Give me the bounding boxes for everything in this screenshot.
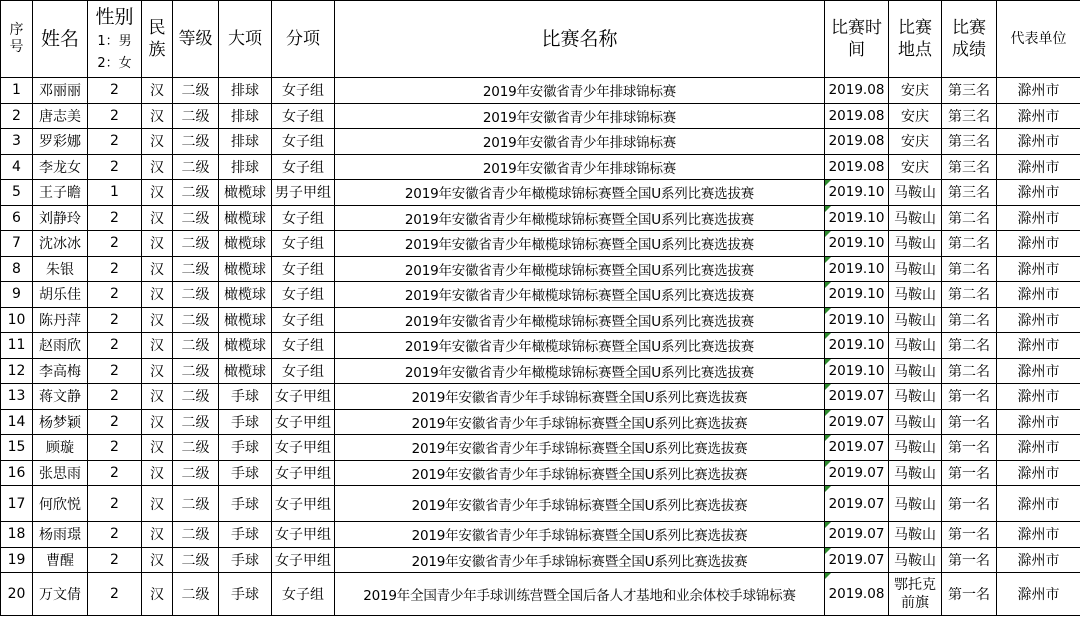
gender-cell: 2: [88, 78, 142, 104]
major-cell: 排球: [219, 103, 272, 129]
place-cell: 安庆: [889, 129, 942, 155]
name-cell: 胡乐佳: [33, 282, 88, 308]
seq-cell: 1: [1, 78, 33, 104]
level-cell: 二级: [173, 358, 219, 384]
place-cell: 鄂托克前旗: [889, 573, 942, 616]
major-cell: 手球: [219, 460, 272, 486]
table-row: [1, 129, 1080, 155]
major-cell: 橄榄球: [219, 231, 272, 257]
minor-cell: 女子组: [272, 358, 335, 384]
event-cell: 2019年安徽省青少年橄榄球锦标赛暨全国U系列比赛选拔赛: [335, 282, 825, 308]
name-cell: 王子瞻: [33, 180, 88, 206]
date-cell: 2019.08: [825, 78, 889, 104]
ethnic-cell: 汉: [142, 573, 173, 616]
seq-cell: 20: [1, 573, 33, 616]
name-cell: 蒋文静: [33, 384, 88, 410]
major-cell: 手球: [219, 384, 272, 410]
result-cell: 第二名: [942, 231, 997, 257]
major-cell: 手球: [219, 573, 272, 616]
table-row: [1, 180, 1080, 206]
ethnic-cell: 汉: [142, 282, 173, 308]
date-cell: 2019.08: [825, 573, 889, 616]
table-row: [1, 154, 1080, 180]
header-major: 大项: [219, 1, 272, 78]
major-cell: 橄榄球: [219, 333, 272, 359]
seq-cell: 5: [1, 180, 33, 206]
date-cell: 2019.10: [825, 282, 889, 308]
name-cell: 李高梅: [33, 358, 88, 384]
minor-cell: 女子甲组: [272, 435, 335, 461]
ethnic-cell: 汉: [142, 231, 173, 257]
name-cell: 沈冰冰: [33, 231, 88, 257]
major-cell: 橄榄球: [219, 358, 272, 384]
seq-cell: 6: [1, 205, 33, 231]
gender-cell: 2: [88, 256, 142, 282]
result-cell: 第一名: [942, 409, 997, 435]
date-cell: 2019.10: [825, 307, 889, 333]
level-cell: 二级: [173, 522, 219, 548]
name-cell: 何欣悦: [33, 486, 88, 522]
minor-cell: 女子甲组: [272, 486, 335, 522]
gender-cell: 2: [88, 409, 142, 435]
header-level: 等级: [173, 1, 219, 78]
minor-cell: 女子组: [272, 573, 335, 616]
seq-cell: 10: [1, 307, 33, 333]
unit-cell: 滁州市: [997, 103, 1080, 129]
ethnic-cell: 汉: [142, 547, 173, 573]
level-cell: 二级: [173, 409, 219, 435]
date-cell: 2019.07: [825, 460, 889, 486]
place-cell: 马鞍山: [889, 460, 942, 486]
gender-cell: 2: [88, 522, 142, 548]
event-cell: 2019年安徽省青少年排球锦标赛: [335, 78, 825, 104]
table-row: [1, 486, 1080, 522]
seq-cell: 14: [1, 409, 33, 435]
table-row: [1, 460, 1080, 486]
place-cell: 马鞍山: [889, 435, 942, 461]
seq-cell: 19: [1, 547, 33, 573]
place-cell: 马鞍山: [889, 231, 942, 257]
ethnic-cell: 汉: [142, 435, 173, 461]
event-cell: 2019年安徽省青少年橄榄球锦标赛暨全国U系列比赛选拔赛: [335, 307, 825, 333]
level-cell: 二级: [173, 231, 219, 257]
gender-cell: 2: [88, 358, 142, 384]
minor-cell: 女子甲组: [272, 384, 335, 410]
result-cell: 第一名: [942, 522, 997, 548]
place-cell: 马鞍山: [889, 358, 942, 384]
name-cell: 顾璇: [33, 435, 88, 461]
major-cell: 橄榄球: [219, 307, 272, 333]
table-row: [1, 573, 1080, 616]
minor-cell: 女子甲组: [272, 547, 335, 573]
event-cell: 2019年安徽省青少年橄榄球锦标赛暨全国U系列比赛选拔赛: [335, 180, 825, 206]
table-row: [1, 409, 1080, 435]
result-cell: 第二名: [942, 307, 997, 333]
unit-cell: 滁州市: [997, 154, 1080, 180]
result-cell: 第三名: [942, 129, 997, 155]
ethnic-cell: 汉: [142, 358, 173, 384]
name-cell: 曹醒: [33, 547, 88, 573]
table-row: [1, 307, 1080, 333]
event-cell: 2019年安徽省青少年手球锦标赛暨全国U系列比赛选拔赛: [335, 547, 825, 573]
ethnic-cell: 汉: [142, 78, 173, 104]
header-ethnic: 民 族: [142, 1, 173, 78]
seq-cell: 17: [1, 486, 33, 522]
header-place: 比赛 地点: [889, 1, 942, 78]
ethnic-cell: 汉: [142, 486, 173, 522]
unit-cell: 滁州市: [997, 129, 1080, 155]
date-cell: 2019.10: [825, 231, 889, 257]
result-cell: 第一名: [942, 486, 997, 522]
date-cell: 2019.07: [825, 384, 889, 410]
gender-cell: 2: [88, 129, 142, 155]
major-cell: 排球: [219, 154, 272, 180]
level-cell: 二级: [173, 435, 219, 461]
seq-cell: 15: [1, 435, 33, 461]
header-gender: 性别 1：男 2：女: [88, 1, 142, 78]
table-row: [1, 522, 1080, 548]
seq-cell: 18: [1, 522, 33, 548]
date-cell: 2019.10: [825, 333, 889, 359]
ethnic-cell: 汉: [142, 256, 173, 282]
minor-cell: 女子组: [272, 282, 335, 308]
name-cell: 杨梦颖: [33, 409, 88, 435]
level-cell: 二级: [173, 103, 219, 129]
event-cell: 2019年安徽省青少年橄榄球锦标赛暨全国U系列比赛选拔赛: [335, 231, 825, 257]
unit-cell: 滁州市: [997, 358, 1080, 384]
unit-cell: 滁州市: [997, 78, 1080, 104]
major-cell: 手球: [219, 435, 272, 461]
date-cell: 2019.07: [825, 547, 889, 573]
date-cell: 2019.08: [825, 154, 889, 180]
place-cell: 安庆: [889, 78, 942, 104]
level-cell: 二级: [173, 333, 219, 359]
gender-cell: 2: [88, 384, 142, 410]
name-cell: 陈丹萍: [33, 307, 88, 333]
seq-cell: 7: [1, 231, 33, 257]
unit-cell: 滁州市: [997, 231, 1080, 257]
name-cell: 张思雨: [33, 460, 88, 486]
place-cell: 马鞍山: [889, 333, 942, 359]
result-cell: 第二名: [942, 358, 997, 384]
event-cell: 2019年安徽省青少年手球锦标赛暨全国U系列比赛选拔赛: [335, 384, 825, 410]
unit-cell: 滁州市: [997, 573, 1080, 616]
gender-cell: 2: [88, 573, 142, 616]
major-cell: 橄榄球: [219, 205, 272, 231]
place-cell: 马鞍山: [889, 205, 942, 231]
major-cell: 手球: [219, 409, 272, 435]
header-date: 比赛时 间: [825, 1, 889, 78]
minor-cell: 女子组: [272, 129, 335, 155]
unit-cell: 滁州市: [997, 307, 1080, 333]
gender-cell: 2: [88, 547, 142, 573]
result-cell: 第二名: [942, 282, 997, 308]
place-cell: 马鞍山: [889, 409, 942, 435]
date-cell: 2019.10: [825, 180, 889, 206]
minor-cell: 女子组: [272, 205, 335, 231]
level-cell: 二级: [173, 205, 219, 231]
gender-cell: 2: [88, 282, 142, 308]
place-cell: 马鞍山: [889, 256, 942, 282]
major-cell: 橄榄球: [219, 180, 272, 206]
major-cell: 手球: [219, 486, 272, 522]
gender-cell: 2: [88, 435, 142, 461]
event-cell: 2019年安徽省青少年橄榄球锦标赛暨全国U系列比赛选拔赛: [335, 358, 825, 384]
header-unit: 代表单位: [997, 1, 1080, 78]
level-cell: 二级: [173, 573, 219, 616]
minor-cell: 女子组: [272, 78, 335, 104]
result-cell: 第二名: [942, 256, 997, 282]
result-cell: 第一名: [942, 460, 997, 486]
table-row: [1, 282, 1080, 308]
name-cell: 刘静玲: [33, 205, 88, 231]
date-cell: 2019.07: [825, 522, 889, 548]
unit-cell: 滁州市: [997, 205, 1080, 231]
major-cell: 橄榄球: [219, 256, 272, 282]
event-cell: 2019年安徽省青少年手球锦标赛暨全国U系列比赛选拔赛: [335, 522, 825, 548]
seq-cell: 16: [1, 460, 33, 486]
level-cell: 二级: [173, 282, 219, 308]
date-cell: 2019.08: [825, 103, 889, 129]
place-cell: 安庆: [889, 154, 942, 180]
place-cell: 马鞍山: [889, 547, 942, 573]
seq-cell: 2: [1, 103, 33, 129]
name-cell: 唐志美: [33, 103, 88, 129]
date-cell: 2019.07: [825, 409, 889, 435]
ethnic-cell: 汉: [142, 333, 173, 359]
minor-cell: 女子组: [272, 333, 335, 359]
date-cell: 2019.10: [825, 256, 889, 282]
level-cell: 二级: [173, 180, 219, 206]
gender-cell: 2: [88, 460, 142, 486]
unit-cell: 滁州市: [997, 547, 1080, 573]
level-cell: 二级: [173, 154, 219, 180]
name-cell: 罗彩娜: [33, 129, 88, 155]
header-name: 姓名: [33, 1, 88, 78]
header-seq: 序 号: [1, 1, 33, 78]
major-cell: 手球: [219, 522, 272, 548]
header-minor: 分项: [272, 1, 335, 78]
gender-cell: 1: [88, 180, 142, 206]
unit-cell: 滁州市: [997, 256, 1080, 282]
result-cell: 第一名: [942, 435, 997, 461]
event-cell: 2019年安徽省青少年手球锦标赛暨全国U系列比赛选拔赛: [335, 409, 825, 435]
result-cell: 第二名: [942, 333, 997, 359]
minor-cell: 女子组: [272, 307, 335, 333]
minor-cell: 女子甲组: [272, 460, 335, 486]
gender-cell: 2: [88, 205, 142, 231]
level-cell: 二级: [173, 307, 219, 333]
gender-cell: 2: [88, 486, 142, 522]
event-cell: 2019年安徽省青少年橄榄球锦标赛暨全国U系列比赛选拔赛: [335, 205, 825, 231]
table-row: [1, 231, 1080, 257]
major-cell: 排球: [219, 129, 272, 155]
unit-cell: 滁州市: [997, 333, 1080, 359]
table-row: [1, 358, 1080, 384]
major-cell: 排球: [219, 78, 272, 104]
place-cell: 马鞍山: [889, 307, 942, 333]
major-cell: 橄榄球: [219, 282, 272, 308]
name-cell: 万文倩: [33, 573, 88, 616]
ethnic-cell: 汉: [142, 129, 173, 155]
table-row: [1, 384, 1080, 410]
minor-cell: 女子组: [272, 103, 335, 129]
ethnic-cell: 汉: [142, 103, 173, 129]
minor-cell: 女子组: [272, 154, 335, 180]
gender-cell: 2: [88, 103, 142, 129]
gender-cell: 2: [88, 231, 142, 257]
header-row: [1, 1, 1080, 78]
event-cell: 2019年安徽省青少年橄榄球锦标赛暨全国U系列比赛选拔赛: [335, 333, 825, 359]
seq-cell: 13: [1, 384, 33, 410]
unit-cell: 滁州市: [997, 435, 1080, 461]
seq-cell: 8: [1, 256, 33, 282]
event-cell: 2019年安徽省青少年手球锦标赛暨全国U系列比赛选拔赛: [335, 486, 825, 522]
table-row: [1, 205, 1080, 231]
level-cell: 二级: [173, 547, 219, 573]
name-cell: 朱银: [33, 256, 88, 282]
seq-cell: 12: [1, 358, 33, 384]
seq-cell: 3: [1, 129, 33, 155]
place-cell: 马鞍山: [889, 180, 942, 206]
result-cell: 第三名: [942, 154, 997, 180]
unit-cell: 滁州市: [997, 282, 1080, 308]
date-cell: 2019.10: [825, 358, 889, 384]
place-cell: 马鞍山: [889, 384, 942, 410]
gender-cell: 2: [88, 154, 142, 180]
unit-cell: 滁州市: [997, 409, 1080, 435]
name-cell: 李龙女: [33, 154, 88, 180]
unit-cell: 滁州市: [997, 522, 1080, 548]
table-row: [1, 435, 1080, 461]
level-cell: 二级: [173, 486, 219, 522]
minor-cell: 女子甲组: [272, 409, 335, 435]
major-cell: 手球: [219, 547, 272, 573]
ethnic-cell: 汉: [142, 460, 173, 486]
date-cell: 2019.07: [825, 486, 889, 522]
place-cell: 马鞍山: [889, 282, 942, 308]
minor-cell: 男子甲组: [272, 180, 335, 206]
event-cell: 2019年全国青少年手球训练营暨全国后备人才基地和业余体校手球锦标赛: [335, 573, 825, 616]
date-cell: 2019.07: [825, 435, 889, 461]
minor-cell: 女子组: [272, 256, 335, 282]
level-cell: 二级: [173, 256, 219, 282]
table-row: [1, 78, 1080, 104]
result-cell: 第一名: [942, 547, 997, 573]
level-cell: 二级: [173, 384, 219, 410]
event-cell: 2019年安徽省青少年橄榄球锦标赛暨全国U系列比赛选拔赛: [335, 256, 825, 282]
name-cell: 邓丽丽: [33, 78, 88, 104]
unit-cell: 滁州市: [997, 460, 1080, 486]
ethnic-cell: 汉: [142, 205, 173, 231]
table-row: [1, 547, 1080, 573]
seq-cell: 11: [1, 333, 33, 359]
unit-cell: 滁州市: [997, 384, 1080, 410]
event-cell: 2019年安徽省青少年排球锦标赛: [335, 103, 825, 129]
header-event: 比赛名称: [335, 1, 825, 78]
result-cell: 第一名: [942, 573, 997, 616]
event-cell: 2019年安徽省青少年排球锦标赛: [335, 129, 825, 155]
event-cell: 2019年安徽省青少年手球锦标赛暨全国U系列比赛选拔赛: [335, 435, 825, 461]
ethnic-cell: 汉: [142, 522, 173, 548]
gender-cell: 2: [88, 307, 142, 333]
result-cell: 第一名: [942, 384, 997, 410]
place-cell: 马鞍山: [889, 522, 942, 548]
minor-cell: 女子组: [272, 231, 335, 257]
unit-cell: 滁州市: [997, 180, 1080, 206]
table-row: [1, 333, 1080, 359]
event-cell: 2019年安徽省青少年排球锦标赛: [335, 154, 825, 180]
level-cell: 二级: [173, 460, 219, 486]
ethnic-cell: 汉: [142, 307, 173, 333]
place-cell: 马鞍山: [889, 486, 942, 522]
ethnic-cell: 汉: [142, 154, 173, 180]
table-row: [1, 103, 1080, 129]
place-cell: 安庆: [889, 103, 942, 129]
result-cell: 第二名: [942, 205, 997, 231]
result-cell: 第三名: [942, 180, 997, 206]
gender-cell: 2: [88, 333, 142, 359]
event-cell: 2019年安徽省青少年手球锦标赛暨全国U系列比赛选拔赛: [335, 460, 825, 486]
table-row: [1, 256, 1080, 282]
date-cell: 2019.08: [825, 129, 889, 155]
ethnic-cell: 汉: [142, 409, 173, 435]
result-cell: 第三名: [942, 103, 997, 129]
minor-cell: 女子甲组: [272, 522, 335, 548]
unit-cell: 滁州市: [997, 486, 1080, 522]
seq-cell: 4: [1, 154, 33, 180]
level-cell: 二级: [173, 129, 219, 155]
seq-cell: 9: [1, 282, 33, 308]
ethnic-cell: 汉: [142, 180, 173, 206]
header-result: 比赛 成绩: [942, 1, 997, 78]
name-cell: 杨雨璟: [33, 522, 88, 548]
level-cell: 二级: [173, 78, 219, 104]
ethnic-cell: 汉: [142, 384, 173, 410]
date-cell: 2019.10: [825, 205, 889, 231]
result-cell: 第三名: [942, 78, 997, 104]
name-cell: 赵雨欣: [33, 333, 88, 359]
